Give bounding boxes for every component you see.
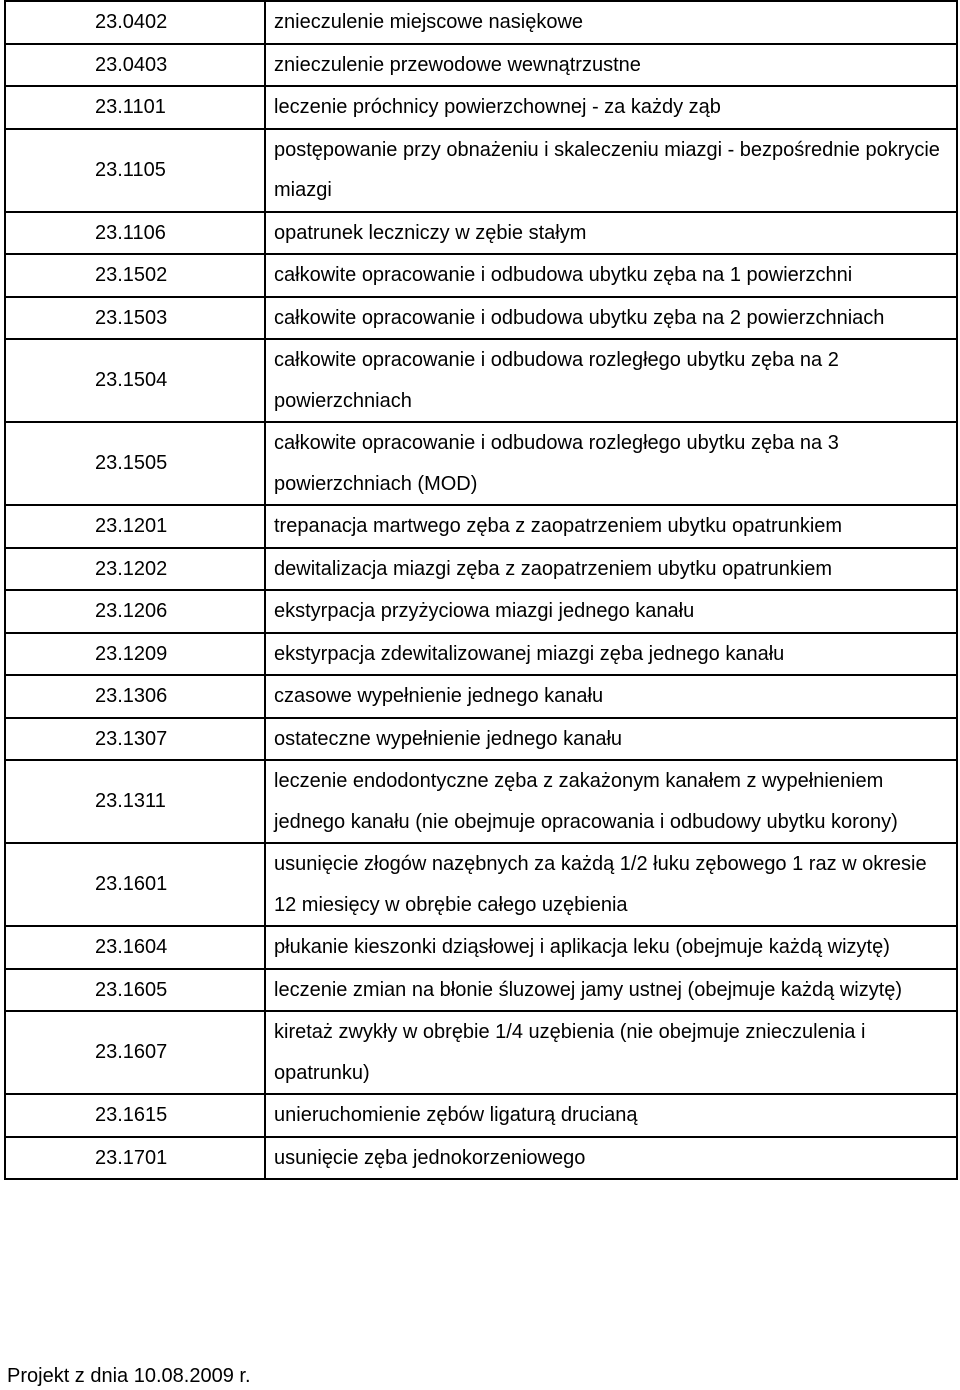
procedure-code: 23.0403 xyxy=(5,44,265,87)
procedure-code: 23.1209 xyxy=(5,633,265,676)
procedure-description: leczenie endodontyczne zęba z zakażonym kanałem z wypełnieniem jednego kanału (nie obejmuje opracowania i odbudowy ubytku korony) xyxy=(265,760,957,843)
procedure-code: 23.1502 xyxy=(5,254,265,297)
table-row xyxy=(5,969,957,1012)
procedure-description: ostateczne wypełnienie jednego kanału xyxy=(265,718,957,761)
procedure-code: 23.1503 xyxy=(5,297,265,340)
procedure-description: całkowite opracowanie i odbudowa ubytku zęba na 2 powierzchniach xyxy=(265,297,957,340)
procedure-description: ekstyrpacja przyżyciowa miazgi jednego kanału xyxy=(265,590,957,633)
table-row xyxy=(5,129,957,212)
table-row xyxy=(5,212,957,255)
procedure-code: 23.1202 xyxy=(5,548,265,591)
procedure-description: całkowite opracowanie i odbudowa ubytku zęba na 1 powierzchni xyxy=(265,254,957,297)
table-row xyxy=(5,843,957,926)
procedure-description: kiretaż zwykły w obrębie 1/4 uzębienia (nie obejmuje znieczulenia i opatrunku) xyxy=(265,1011,957,1094)
table-row xyxy=(5,718,957,761)
table-row xyxy=(5,548,957,591)
procedure-code: 23.1101 xyxy=(5,86,265,129)
procedure-code: 23.1307 xyxy=(5,718,265,761)
procedure-code: 23.1604 xyxy=(5,926,265,969)
procedure-description: unieruchomienie zębów ligaturą drucianą xyxy=(265,1094,957,1137)
procedure-description: czasowe wypełnienie jednego kanału xyxy=(265,675,957,718)
table-row xyxy=(5,1,957,44)
procedure-code: 23.1106 xyxy=(5,212,265,255)
procedure-description: trepanacja martwego zęba z zaopatrzeniem ubytku opatrunkiem xyxy=(265,505,957,548)
procedure-code: 23.1201 xyxy=(5,505,265,548)
table-row xyxy=(5,590,957,633)
procedures-table-body xyxy=(5,1,957,1179)
procedure-code: 23.1311 xyxy=(5,760,265,843)
procedure-code: 23.1615 xyxy=(5,1094,265,1137)
table-row xyxy=(5,505,957,548)
procedure-code: 23.1306 xyxy=(5,675,265,718)
table-row xyxy=(5,422,957,505)
procedure-code: 23.1206 xyxy=(5,590,265,633)
table-row xyxy=(5,760,957,843)
table-row xyxy=(5,675,957,718)
table-row xyxy=(5,926,957,969)
procedure-code: 23.1601 xyxy=(5,843,265,926)
procedure-description: opatrunek leczniczy w zębie stałym xyxy=(265,212,957,255)
table-row xyxy=(5,1094,957,1137)
table-row xyxy=(5,44,957,87)
procedure-description: całkowite opracowanie i odbudowa rozległego ubytku zęba na 3 powierzchniach (MOD) xyxy=(265,422,957,505)
procedure-description: usunięcie zęba jednokorzeniowego xyxy=(265,1137,957,1180)
procedure-code: 23.0402 xyxy=(5,1,265,44)
procedure-description: postępowanie przy obnażeniu i skaleczeniu miazgi - bezpośrednie pokrycie miazgi xyxy=(265,129,957,212)
procedure-description: dewitalizacja miazgi zęba z zaopatrzeniem ubytku opatrunkiem xyxy=(265,548,957,591)
table-row xyxy=(5,297,957,340)
procedures-table xyxy=(4,0,958,1180)
procedure-description: leczenie próchnicy powierzchownej - za każdy ząb xyxy=(265,86,957,129)
procedure-description: usunięcie złogów nazębnych za każdą 1/2 łuku zębowego 1 raz w okresie 12 miesięcy w obrębie całego uzębienia xyxy=(265,843,957,926)
procedure-code: 23.1504 xyxy=(5,339,265,422)
procedure-description: płukanie kieszonki dziąsłowej i aplikacja leku (obejmuje każdą wizytę) xyxy=(265,926,957,969)
table-row xyxy=(5,1137,957,1180)
procedure-description: całkowite opracowanie i odbudowa rozległego ubytku zęba na 2 powierzchniach xyxy=(265,339,957,422)
procedure-code: 23.1701 xyxy=(5,1137,265,1180)
procedure-code: 23.1505 xyxy=(5,422,265,505)
procedure-description: znieczulenie przewodowe wewnątrzustne xyxy=(265,44,957,87)
procedure-code: 23.1607 xyxy=(5,1011,265,1094)
procedure-code: 23.1605 xyxy=(5,969,265,1012)
procedure-description: znieczulenie miejscowe nasiękowe xyxy=(265,1,957,44)
table-row xyxy=(5,633,957,676)
table-row xyxy=(5,254,957,297)
table-row xyxy=(5,339,957,422)
table-row xyxy=(5,1011,957,1094)
table-row xyxy=(5,86,957,129)
footer-text: Projekt z dnia 10.08.2009 r. xyxy=(7,1365,251,1387)
procedure-code: 23.1105 xyxy=(5,129,265,212)
procedure-description: leczenie zmian na błonie śluzowej jamy ustnej (obejmuje każdą wizytę) xyxy=(265,969,957,1012)
procedure-description: ekstyrpacja zdewitalizowanej miazgi zęba jednego kanału xyxy=(265,633,957,676)
